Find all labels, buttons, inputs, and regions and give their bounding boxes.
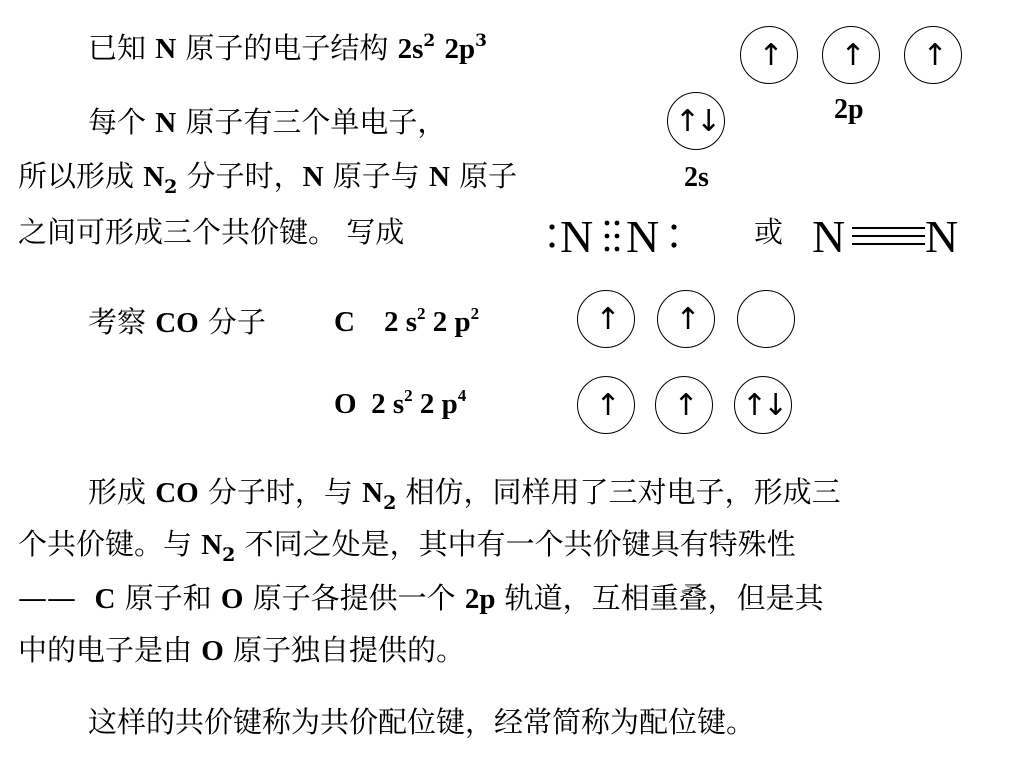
n-2s-label: 2s: [684, 162, 709, 193]
co-molecule-line: 考察 CO 分子: [88, 305, 266, 339]
c-electron-config: C 2 $s^2$ 2 $p^2$: [334, 304, 480, 338]
c-2p-orbital-3: [737, 290, 795, 348]
o-electron-config: O 2 $s^2$ 2 $p^4$: [334, 386, 467, 420]
paragraph-line-4: 中的电子是由 O 原子独自提供的。: [18, 633, 465, 667]
lewis-n-right: N: [626, 211, 660, 262]
single-electron-line: 每个 N 原子有三个单电子，: [88, 105, 447, 139]
structural-n-left: N: [812, 211, 846, 262]
paragraph-line-1: 形成 CO 分子时，与 $N_2$ 相仿，同样用了三对电子，形成三: [88, 475, 841, 514]
paragraph-line-3: —— C 原子和 O 原子各提供一个 2p 轨道，互相重叠，但是其: [18, 581, 824, 615]
coordinate-bond-definition: 这样的共价键称为共价配位键，经常简称为配位键。: [88, 705, 756, 739]
n-2p-orbital-1: ↑: [740, 26, 798, 84]
o-2p-orbital-2: ↑: [655, 376, 713, 434]
n-2s-orbital: ↑↓: [667, 92, 725, 150]
n-2p-label: 2p: [834, 94, 864, 125]
triple-bond-line: 之间可形成三个共价键。 写成: [18, 215, 405, 249]
paragraph-line-2: 个共价键。与 $N_2$ 不同之处是，其中有一个共价键具有特殊性: [18, 527, 796, 566]
n-electron-structure-line: 已知 N 原子的电子结构 $2s^2$ $2p^3$: [88, 31, 487, 65]
lewis-n-left: N: [560, 211, 594, 262]
c-2p-orbital-1: ↑: [577, 290, 635, 348]
or-label: 或: [754, 215, 784, 249]
n-2p-orbital-3: ↑: [904, 26, 962, 84]
structural-formula: [812, 212, 962, 264]
structural-n-right: N: [925, 211, 959, 262]
n2-formation-line: 所以形成 $N_2$ 分子时，N 原子与 N 原子: [18, 159, 518, 198]
o-2p-orbital-3: ↑↓: [734, 376, 792, 434]
lewis-structure: [546, 212, 686, 264]
n-2p-orbital-2: ↑: [822, 26, 880, 84]
c-2p-orbital-2: ↑: [657, 290, 715, 348]
o-2p-orbital-1: ↑: [577, 376, 635, 434]
